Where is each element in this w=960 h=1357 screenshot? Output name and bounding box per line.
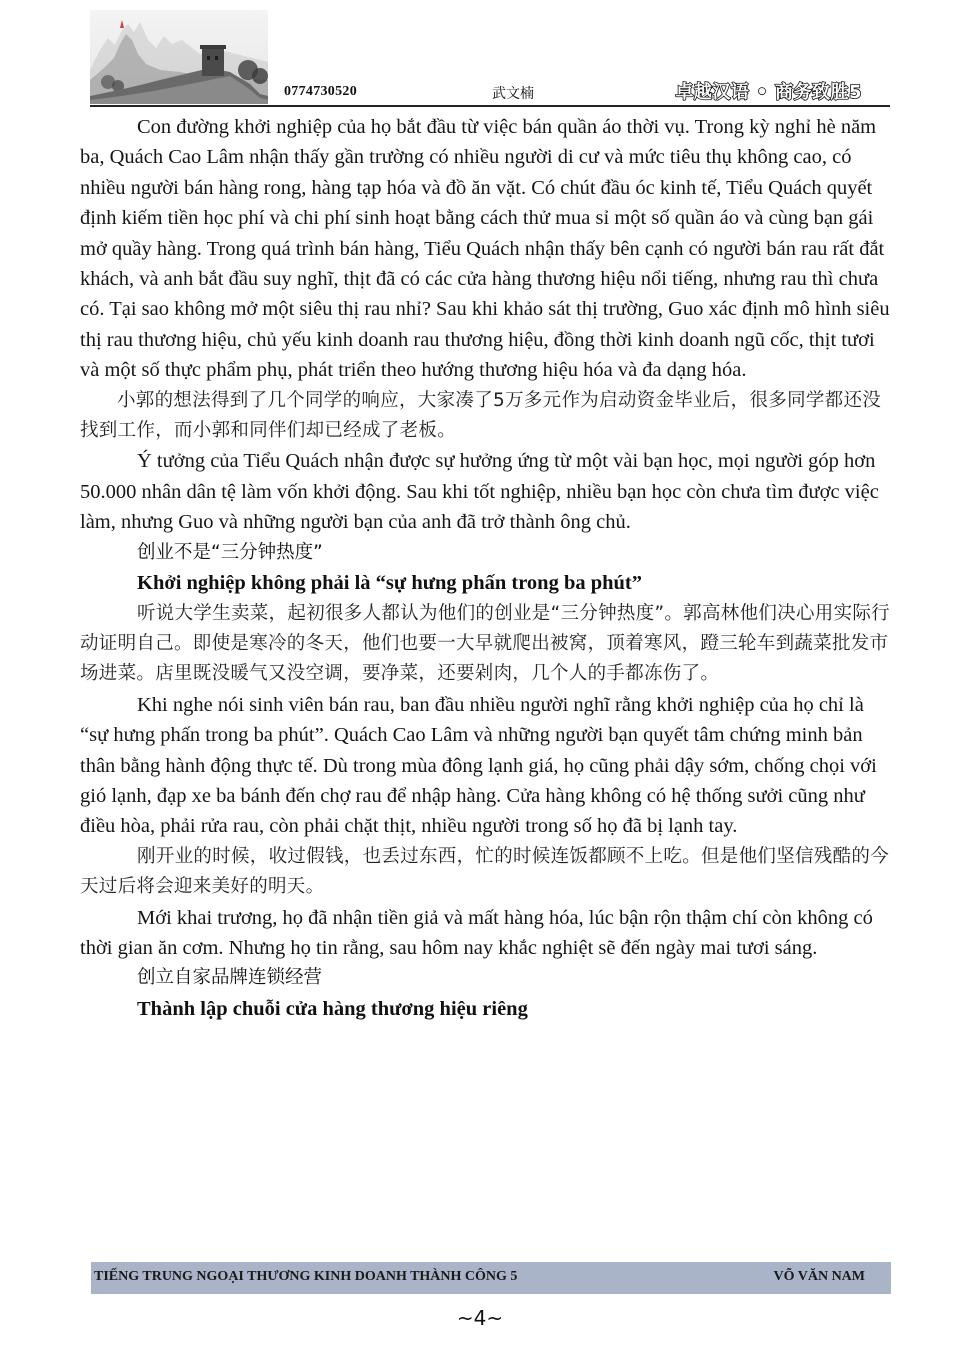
page-footer-bar (91, 1262, 891, 1294)
header-phone-number: 0774730520 (284, 84, 357, 99)
header-divider (90, 105, 890, 107)
document-body (80, 112, 892, 1024)
section-heading-cn: 创立自家品牌连锁经营 (137, 967, 323, 989)
header-author-name: 武文楠 (492, 86, 534, 102)
page-number: ~4~ (456, 1306, 504, 1330)
footer-author-name: VÕ VĂN NAM (773, 1269, 865, 1284)
paragraph-vi: Ý tưởng của Tiểu Quách nhận được sự hưởng ứng từ một vài bạn học, mọi người góp hơn 50.000 nhân dân tệ làm vốn khởi động. Sau khi tốt nghiệp, nhiều bạn học còn chưa tìm được việc làm, nhưng Guo và những người bạn của anh đã trở thành ông chủ. (80, 450, 879, 534)
section-heading-vi: Khởi nghiệp không phải là “sự hưng phấn trong ba phút” (137, 572, 643, 595)
page-header (90, 10, 890, 106)
paragraph-vi: Khi nghe nói sinh viên bán rau, ban đầu nhiều người nghĩ rằng khởi nghiệp của họ chỉ là “sự hưng phấn trong ba phút”. Quách Cao Lâm và những người bạn quyết tâm chứng minh bản thân bằng hành động thực tế. Dù trong mùa đông lạnh giá, họ cũng phải dậy sớm, chống chọi với gió lạnh, đạp xe ba bánh đến chợ rau để nhập hàng. Cửa hàng không có hệ thống sưởi cũng như điều hòa, phải rửa rau, còn phải chặt thịt, nhiều người trong số họ đã bị lạnh tay. (80, 693, 877, 838)
section-heading-cn: 创业不是“三分钟热度” (137, 541, 323, 563)
section-heading-vi: Thành lập chuỗi cửa hàng thương hiệu riêng (137, 997, 528, 1020)
header-book-title: 卓越汉语 • 商务致胜5 (675, 82, 862, 103)
paragraph-vi: Mới khai trương, họ đã nhận tiền giả và mất hàng hóa, lúc bận rộn thậm chí còn không có thời gian ăn cơm. Nhưng họ tin rằng, sau hôm nay khắc nghiệt sẽ đến ngày mai tươi sáng. (80, 906, 873, 959)
footer-book-title: TIẾNG TRUNG NGOẠI THƯƠNG KINH DOANH THÀNH CÔNG 5 (94, 1269, 518, 1284)
great-wall-landscape-image (90, 10, 268, 104)
paragraph-vi: Con đường khởi nghiệp của họ bắt đầu từ việc bán quần áo thời vụ. Trong kỳ nghỉ hè năm ba, Quách Cao Lâm nhận thấy gần trường có nhiều người di cư và mức tiêu thụ không cao, có nhiều người bán hàng rong, hàng tạp hóa và đồ ăn vặt. Có chút đầu óc kinh tế, Tiểu Quách quyết định kiếm tiền học phí và chi phí sinh hoạt bằng cách thử mua sỉ một số quần áo và cùng bạn gái mở quầy hàng. Trong quá trình bán hàng, Tiểu Quách nhận thấy bên cạnh có người bán rau rất đắt khách, và anh bắt đầu suy nghĩ, thịt đã có các cửa hàng thương hiệu nổi tiếng, nhưng rau thì chưa có. Tại sao không mở một siêu thị rau nhỉ? Sau khi khảo sát thị trường, Guo xác định mô hình siêu thị rau thương hiệu, chủ yếu kinh doanh rau thương hiệu, đồng thời kinh doanh ngũ cốc, thịt tươi và một số thực phẩm phụ, phát triển theo hướng thương hiệu hóa và đa dạng hóa. (80, 116, 890, 382)
paragraph-cn: 刚开业的时候，收过假钱，也丢过东西，忙的时候连饭都顾不上吃。但是他们坚信残酷的今天过后将会迎来美好的明天。 (80, 845, 890, 898)
paragraph-cn: 听说大学生卖菜，起初很多人都认为他们的创业是“三分钟热度”。郭高林他们决心用实际行动证明自己。即使是寒冷的冬天，他们也要一大早就爬出被窝，顶着寒风，蹬三轮车到蔬菜批发市场进菜。店里既没暖气又没空调，要净菜，还要剁肉，几个人的手都冻伤了。 (80, 602, 890, 685)
paragraph-cn: 小郭的想法得到了几个同学的响应，大家凑了5万多元作为启动资金毕业后，很多同学都还没找到工作，而小郭和同伴们却已经成了老板。 (80, 389, 882, 442)
